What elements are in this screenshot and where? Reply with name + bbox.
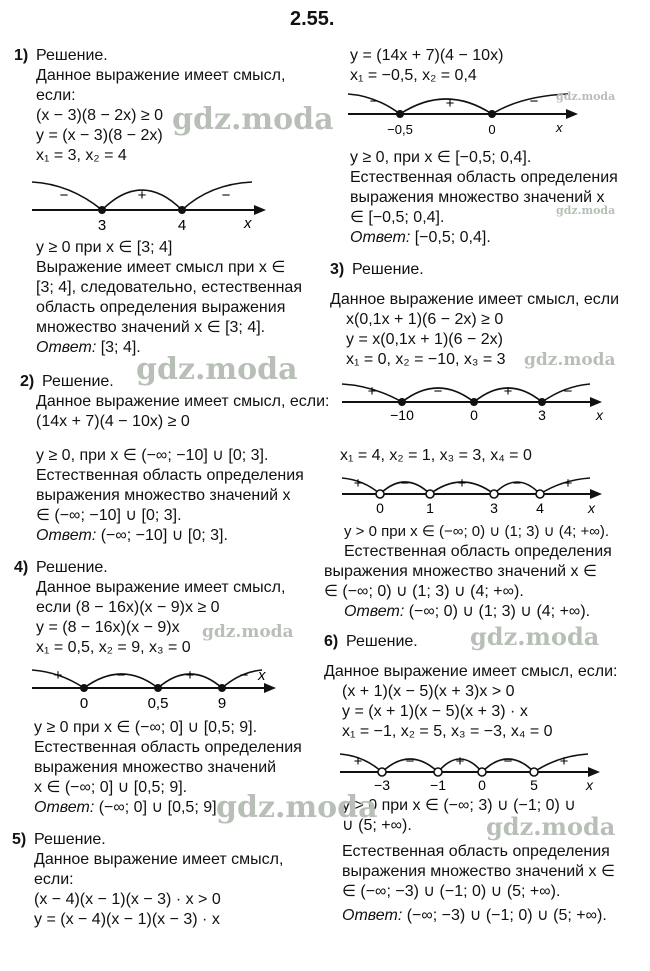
sign-label: + — [137, 187, 147, 204]
tick-label: 0 — [478, 777, 486, 793]
sign-label: − — [512, 475, 522, 492]
sign-label: + — [563, 475, 573, 492]
tick-label: 4 — [536, 500, 544, 516]
watermark: gdz.moda — [556, 204, 616, 217]
tick-label: −10 — [390, 407, 414, 423]
problem-6-function: y = (x + 1)(x − 5)(x + 3) · x — [342, 703, 528, 720]
problem-5-result: y > 0 при x ∈ (−∞; 0) ∪ (1; 3) ∪ (4; +∞). — [344, 523, 610, 540]
problem-3-number-line — [340, 372, 610, 422]
problem-4-result: Естественная область определения — [34, 739, 302, 756]
tick-label: 0,5 — [147, 695, 169, 712]
root-dot — [398, 398, 406, 406]
tick-label: 0 — [488, 122, 496, 137]
problem-6-result: Естественная область определения — [342, 843, 610, 860]
sign-label: + — [457, 475, 467, 492]
sign-label: + — [53, 667, 63, 684]
problem-5-line: если: — [34, 871, 74, 888]
sign-label: − — [405, 753, 415, 770]
page-title: 2.55. — [290, 8, 335, 30]
sign-arcs — [32, 670, 262, 688]
tick-label: 5 — [530, 777, 538, 793]
root-dot — [178, 206, 186, 214]
problem-4-roots: x₁ = 0,5, x₂ = 9, x₃ = 0 — [36, 639, 191, 656]
root-dot — [80, 684, 88, 692]
problem-3-function: y = x(0,1x + 1)(6 − 2x) — [346, 331, 503, 348]
tick-label: −1 — [430, 777, 446, 793]
answer-value: (−∞; −3) ∪ (−1; 0) ∪ (5; +∞). — [402, 907, 607, 924]
axis-variable: x — [244, 215, 252, 232]
axis-arrow — [264, 683, 276, 693]
root-dot — [98, 206, 106, 214]
sign-label: − — [503, 753, 513, 770]
axis-arrow — [566, 109, 578, 119]
problem-5-function: y = (x − 4)(x − 1)(x − 3) · x — [34, 911, 220, 928]
watermark: gdz.moda — [202, 622, 294, 642]
problem-4-number: 4) — [14, 559, 29, 576]
problem-1-number-line — [30, 168, 270, 234]
sign-label: + — [445, 95, 455, 112]
problem-1-line: если: — [36, 87, 76, 104]
answer-value: (−∞; −10] ∪ [0; 3]. — [96, 527, 228, 544]
answer-label: Ответ: — [350, 229, 411, 246]
problem-5-line: Данное выражение имеет смысл, — [34, 851, 284, 868]
answer-label: Ответ: — [36, 527, 97, 544]
problem-5-result: выражения множество значений x ∈ — [324, 563, 597, 580]
problem-6-result: ∪ (5; +∞). — [342, 817, 412, 834]
problem-2-number: 2) — [20, 373, 35, 390]
problem-3-line: Данное выражение имеет смысл, если — [330, 291, 620, 308]
sign-arcs — [342, 384, 590, 402]
sign-label: − — [433, 383, 443, 400]
sign-label: − — [59, 187, 69, 204]
sign-label: + — [185, 667, 195, 684]
problem-6-roots: x₁ = −1, x₂ = 5, x₃ = −3, x₄ = 0 — [342, 723, 553, 740]
sign-label: − — [400, 475, 410, 492]
sign-label: − — [116, 667, 126, 684]
sign-label: − — [563, 383, 573, 400]
problem-2-heading: Решение. — [42, 373, 114, 390]
sign-label: − — [221, 187, 231, 204]
root-dot — [378, 768, 386, 776]
root-dot — [218, 684, 226, 692]
problem-4-result: x ∈ (−∞; 0] ∪ [0,5; 9]. — [34, 779, 188, 796]
answer-label: Ответ: — [342, 907, 403, 924]
problem-6-result: y > 0 при x ∈ (−∞; 3) ∪ (−1; 0) ∪ — [342, 797, 576, 814]
problem-3-inequality: x(0,1x + 1)(6 − 2x) ≥ 0 — [346, 311, 504, 328]
problem-4-answer — [34, 798, 221, 818]
problem-2-result: y ≥ 0, при x ∈ (−∞; −10] ∪ [0; 3]. — [36, 447, 269, 464]
watermark: gdz.moda — [556, 90, 616, 103]
problem-2-inequality: (14x + 7)(4 − 10x) ≥ 0 — [36, 413, 190, 430]
problem-5-inequality: (x − 4)(x − 1)(x − 3) · x > 0 — [34, 891, 221, 908]
root-dot — [478, 768, 486, 776]
problem-5-heading: Решение. — [34, 831, 106, 848]
answer-value: (−∞; 0] ∪ [0,5; 9]. — [94, 799, 221, 816]
problem-6-answer — [342, 906, 607, 926]
answer-label: Ответ: — [344, 603, 405, 620]
tick-label: 3 — [538, 407, 546, 423]
answer-label: Ответ: — [36, 339, 97, 356]
problem-1-heading: Решение. — [36, 47, 108, 64]
root-dot — [470, 398, 478, 406]
problem-2-roots: x₁ = −0,5, x₂ = 0,4 — [350, 67, 477, 84]
problem-1-result: область определения выражения — [36, 299, 286, 316]
root-dot — [530, 768, 538, 776]
problem-6-inequality: (x + 1)(x − 5)(x + 3)x > 0 — [342, 683, 515, 700]
sign-label: − — [369, 93, 379, 110]
problem-2-number-line — [346, 84, 586, 140]
axis-variable: x — [258, 667, 266, 684]
problem-1-result: Выражение имеет смысл при x ∈ — [36, 259, 286, 276]
root-dot — [536, 490, 544, 498]
axis-variable: x — [588, 500, 595, 516]
problem-2-result: выражения множество значений x — [350, 189, 605, 206]
problem-1-inequality: (x − 3)(8 − 2x) ≥ 0 — [36, 107, 164, 124]
problem-4-number-line — [30, 656, 280, 714]
problem-2-result: ∈ [−0,5; 0,4]. — [350, 209, 445, 226]
root-dot — [396, 110, 404, 118]
root-dot — [434, 768, 442, 776]
problem-1-result: множество значений x ∈ [3; 4]. — [36, 319, 266, 336]
axis-arrow — [254, 205, 266, 215]
problem-6-result: ∈ (−∞; −3) ∪ (−1; 0) ∪ (5; +∞). — [342, 883, 561, 900]
problem-6-result: выражения множество значений x ∈ — [342, 863, 615, 880]
tick-label: 0 — [470, 407, 478, 423]
problem-2-answer — [36, 526, 228, 546]
problem-3-roots: x₁ = 0, x₂ = −10, x₃ = 3 — [346, 351, 506, 368]
axis-arrow — [590, 397, 602, 407]
sign-label: + — [353, 753, 363, 770]
problem-1-number: 1) — [14, 47, 29, 64]
root-dot — [490, 490, 498, 498]
sign-label: + — [455, 753, 465, 770]
problem-4-function: y = (8 − 16x)(x − 9)x — [36, 619, 180, 636]
problem-6-heading: Решение. — [346, 633, 418, 650]
problem-2-result: ∈ (−∞; −10] ∪ [0; 3]. — [36, 507, 182, 524]
problem-4-result: выражения множество значений — [34, 759, 277, 776]
sign-label: − — [239, 667, 249, 684]
problem-2-result: Естественная область определения — [350, 169, 618, 186]
problem-3-number: 3) — [330, 261, 345, 278]
axis-variable: x — [596, 407, 603, 423]
problem-5-result: Естественная область определения — [344, 543, 612, 560]
problem-5-number-line — [340, 466, 610, 516]
problem-4-inequality: если (8 − 16x)(x − 9)x ≥ 0 — [36, 599, 220, 616]
answer-label: Ответ: — [34, 799, 95, 816]
tick-label: 1 — [426, 500, 434, 516]
sign-label: + — [503, 383, 513, 400]
axis-variable: x — [556, 120, 563, 135]
tick-label: −0,5 — [387, 122, 413, 137]
problem-4-result: y ≥ 0 при x ∈ (−∞; 0] ∪ [0,5; 9]. — [34, 719, 258, 736]
sign-label: + — [559, 753, 569, 770]
tick-label: 0 — [79, 695, 89, 712]
problem-1-function: y = (x − 3)(8 − 2x) — [36, 127, 163, 144]
problem-2-result: Естественная область определения — [36, 467, 304, 484]
problem-1-result: y ≥ 0 при x ∈ [3; 4] — [36, 239, 173, 256]
axis-arrow — [590, 489, 602, 499]
watermark: gdz.moda — [470, 622, 600, 651]
tick-label: −3 — [374, 777, 390, 793]
sign-label: + — [353, 475, 363, 492]
root-dot — [426, 490, 434, 498]
watermark: gdz.moda — [524, 350, 616, 370]
root-dot — [154, 684, 162, 692]
watermark: gdz.moda — [172, 102, 334, 137]
problem-6-line: Данное выражение имеет смысл, если: — [324, 663, 618, 680]
problem-4-line: Данное выражение имеет смысл, — [36, 579, 286, 596]
problem-5-answer — [344, 602, 590, 622]
problem-2-result: y ≥ 0, при x ∈ [−0,5; 0,4]. — [350, 149, 532, 166]
axis-arrow — [588, 767, 600, 777]
problem-1-result: [3; 4], следовательно, естественная — [36, 279, 302, 296]
problem-1-answer — [36, 338, 141, 358]
answer-value: [−0,5; 0,4]. — [410, 229, 491, 246]
watermark: gdz.moda — [216, 790, 378, 825]
sign-label: + — [367, 383, 377, 400]
problem-1-line: Данное выражение имеет смысл, — [36, 67, 286, 84]
tick-label: 3 — [490, 500, 498, 516]
watermark: gdz.moda — [136, 352, 298, 387]
problem-2-result: выражения множество значений x — [36, 487, 291, 504]
problem-5-number: 5) — [12, 831, 27, 848]
problem-6-number: 6) — [324, 633, 339, 650]
tick-label: 3 — [97, 217, 107, 234]
sign-label: − — [529, 93, 539, 110]
root-dot — [488, 110, 496, 118]
problem-1-roots: x₁ = 3, x₂ = 4 — [36, 147, 127, 164]
problem-2-function: y = (14x + 7)(4 − 10x) — [350, 47, 504, 64]
problem-5-result: ∈ (−∞; 0) ∪ (1; 3) ∪ (4; +∞). — [324, 583, 524, 600]
answer-value: [3; 4]. — [96, 339, 141, 356]
problem-6-number-line — [338, 740, 608, 792]
answer-value: (−∞; 0) ∪ (1; 3) ∪ (4; +∞). — [404, 603, 591, 620]
axis-variable: x — [586, 777, 593, 793]
root-dot — [538, 398, 546, 406]
tick-label: 4 — [177, 217, 187, 234]
problem-2-answer — [350, 228, 491, 248]
problem-2-line: Данное выражение имеет смысл, если: — [36, 393, 330, 410]
tick-label: 9 — [217, 695, 227, 712]
watermark: gdz.moda — [486, 812, 616, 841]
root-dot — [376, 490, 384, 498]
problem-3-heading: Решение. — [352, 261, 424, 278]
problem-4-heading: Решение. — [36, 559, 108, 576]
problem-5-roots: x₁ = 4, x₂ = 1, x₃ = 3, x₄ = 0 — [340, 447, 532, 464]
tick-label: 0 — [376, 500, 384, 516]
